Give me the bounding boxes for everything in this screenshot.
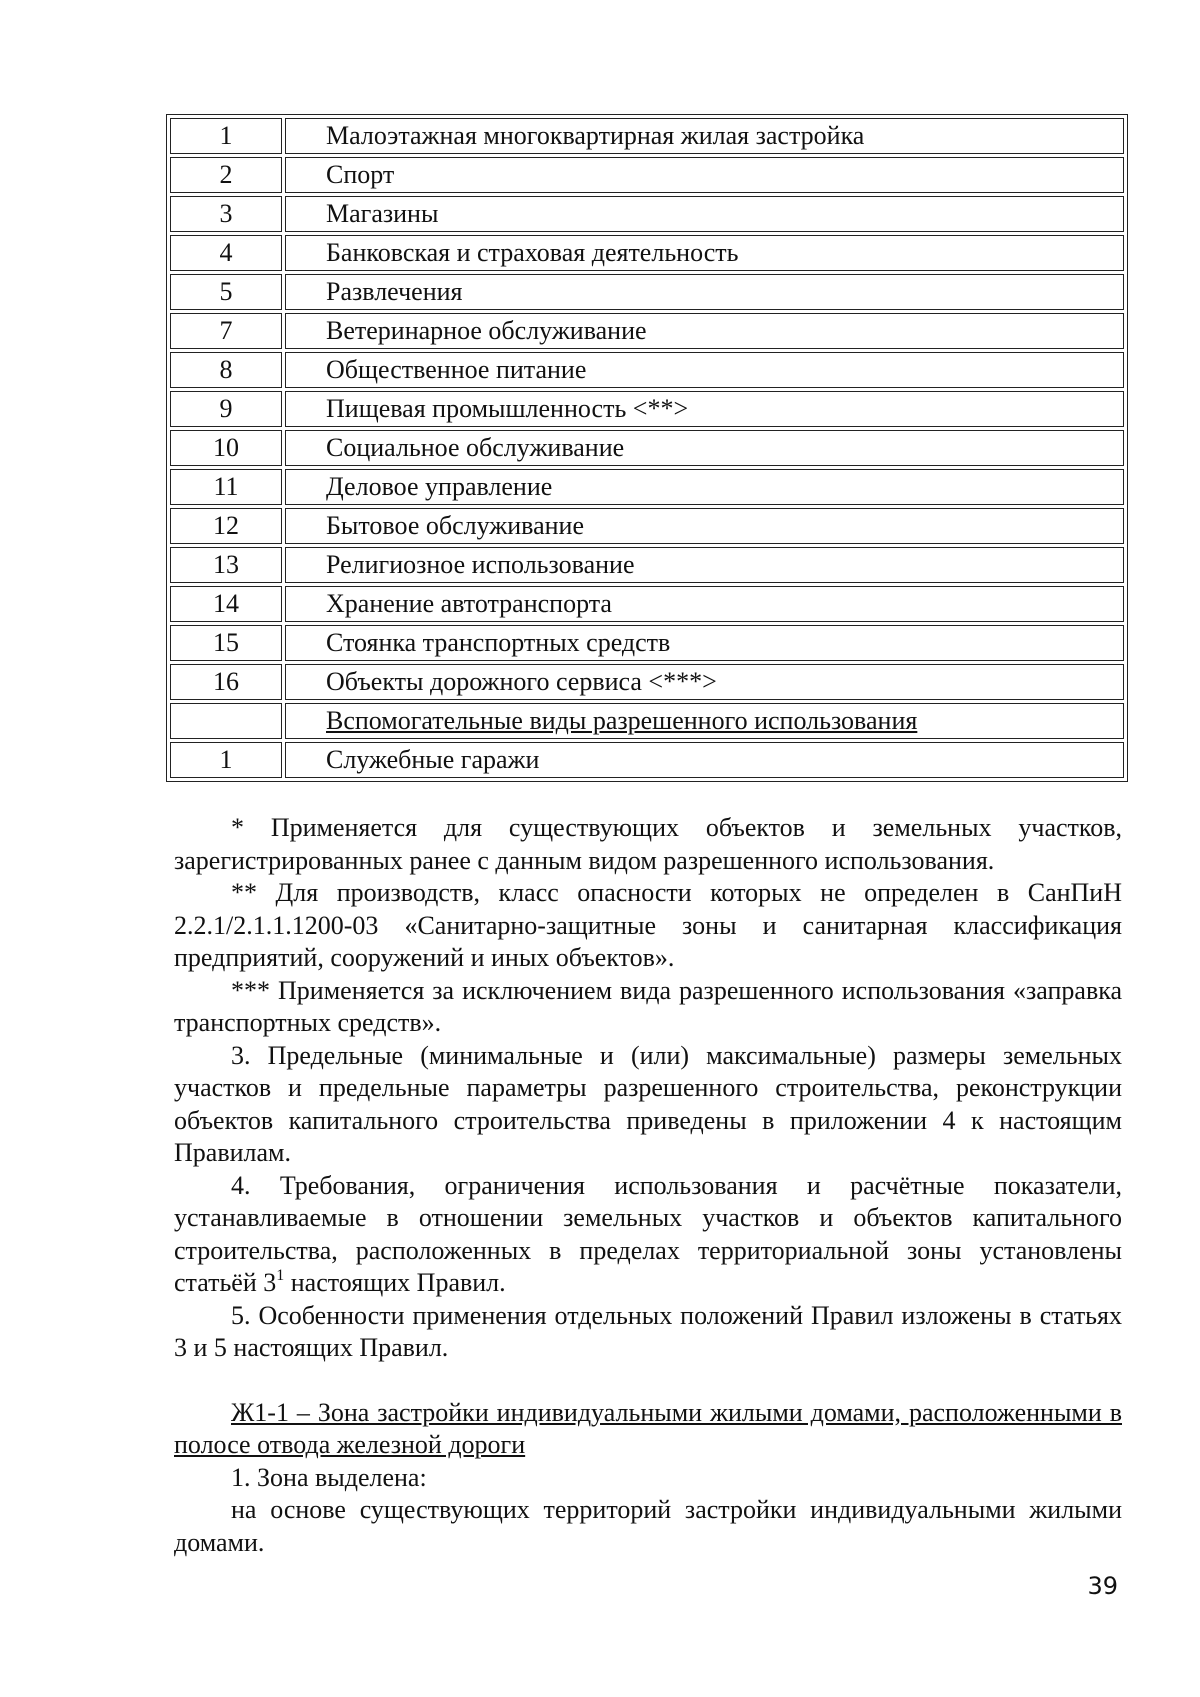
use-name-cell: Деловое управление xyxy=(285,469,1124,505)
use-name-cell: Спорт xyxy=(285,157,1124,193)
row-number-cell: 7 xyxy=(170,313,282,349)
table-row xyxy=(170,118,1124,154)
section-spacer xyxy=(174,1365,1122,1397)
table-row xyxy=(170,547,1124,583)
paragraph-3: 3. Предельные (минимальные и (или) максимальные) размеры земельных участков и предельные параметры разрешенного строительства, реконструкции объектов капитального строительства приведены в приложении 4 к настоящим Правилам. xyxy=(174,1040,1122,1167)
use-name-cell: Служебные гаражи xyxy=(285,742,1124,778)
body-text xyxy=(174,812,1122,1559)
use-name-cell: Магазины xyxy=(285,196,1124,232)
table-row xyxy=(170,508,1124,544)
zone-item-1-text: на основе существующих территорий застройки индивидуальными жилыми домами. xyxy=(174,1495,1122,1557)
table-row xyxy=(170,313,1124,349)
footnote-one-star: * Применяется для существующих объектов и земельных участков, зарегистрированных ранее с данным видом разрешенного использования. xyxy=(174,813,1122,875)
table-row xyxy=(170,274,1124,310)
paragraph-4 xyxy=(174,1170,1122,1300)
row-number-cell: 4 xyxy=(170,235,282,271)
table-row xyxy=(170,586,1124,622)
row-number-cell: 12 xyxy=(170,508,282,544)
zone-heading: Ж1-1 – Зона застройки индивидуальными жилыми домами, расположенными в полосе отвода железной дороги xyxy=(174,1397,1122,1459)
use-name-cell: Бытовое обслуживание xyxy=(285,508,1124,544)
use-name-cell: Пищевая промышленность <**> xyxy=(285,391,1124,427)
row-number-cell: 13 xyxy=(170,547,282,583)
table-row xyxy=(170,352,1124,388)
use-name-cell: Ветеринарное обслуживание xyxy=(285,313,1124,349)
row-number-cell: 16 xyxy=(170,664,282,700)
subsection-title: Вспомогательные виды разрешенного использования xyxy=(326,706,918,735)
use-name-cell: Стоянка транспортных средств xyxy=(285,625,1124,661)
paragraph-4-text-end: настоящих Правил. xyxy=(284,1268,506,1297)
row-number-cell: 1 xyxy=(170,742,282,778)
paragraph-5: 5. Особенности применения отдельных положений Правил изложены в статьях 3 и 5 настоящих Правил. xyxy=(174,1300,1122,1362)
row-number-cell: 15 xyxy=(170,625,282,661)
use-name-cell xyxy=(285,703,1124,739)
table-row xyxy=(170,430,1124,466)
permitted-uses-table-wrap xyxy=(166,114,1128,782)
paragraph-4-text: 4. Требования, ограничения использования и расчётные показатели, устанавливаемые в отношении земельных участков и объектов капитального строительства, расположенных в пределах территориальной зоны установлены статьёй 3 xyxy=(174,1170,1122,1297)
use-name-cell: Социальное обслуживание xyxy=(285,430,1124,466)
table-row xyxy=(170,235,1124,271)
table-row xyxy=(170,742,1124,778)
row-number-cell: 5 xyxy=(170,274,282,310)
table-row xyxy=(170,196,1124,232)
footnote-three-stars: *** Применяется за исключением вида разрешенного использования «заправка транспортных средств». xyxy=(174,975,1122,1037)
row-number-cell: 8 xyxy=(170,352,282,388)
row-number-cell: 2 xyxy=(170,157,282,193)
use-name-cell: Развлечения xyxy=(285,274,1124,310)
use-name-cell: Общественное питание xyxy=(285,352,1124,388)
paragraph-4-superscript: 1 xyxy=(276,1267,285,1284)
table-row xyxy=(170,664,1124,700)
table-row xyxy=(170,391,1124,427)
use-name-cell: Религиозное использование xyxy=(285,547,1124,583)
table-row xyxy=(170,469,1124,505)
use-name-cell: Банковская и страховая деятельность xyxy=(285,235,1124,271)
permitted-uses-table-body xyxy=(170,118,1124,778)
row-number-cell: 1 xyxy=(170,118,282,154)
zone-item-1: 1. Зона выделена: xyxy=(231,1462,427,1492)
table-row xyxy=(170,157,1124,193)
row-number-cell: 10 xyxy=(170,430,282,466)
table-row xyxy=(170,625,1124,661)
use-name-cell: Объекты дорожного сервиса <***> xyxy=(285,664,1124,700)
row-number-cell: 9 xyxy=(170,391,282,427)
row-number-cell: 14 xyxy=(170,586,282,622)
use-name-cell: Малоэтажная многоквартирная жилая застройка xyxy=(285,118,1124,154)
table-row xyxy=(170,703,1124,739)
row-number-cell xyxy=(170,703,282,739)
row-number-cell: 3 xyxy=(170,196,282,232)
footnote-two-stars: ** Для производств, класс опасности которых не определен в СанПиН 2.2.1/2.1.1.1200-03 «Санитарно-защитные зоны и санитарная классификация предприятий, сооружений и иных объектов». xyxy=(174,878,1122,972)
row-number-cell: 11 xyxy=(170,469,282,505)
permitted-uses-table xyxy=(166,114,1128,782)
use-name-cell: Хранение автотранспорта xyxy=(285,586,1124,622)
page-number: 39 xyxy=(1087,1572,1118,1600)
